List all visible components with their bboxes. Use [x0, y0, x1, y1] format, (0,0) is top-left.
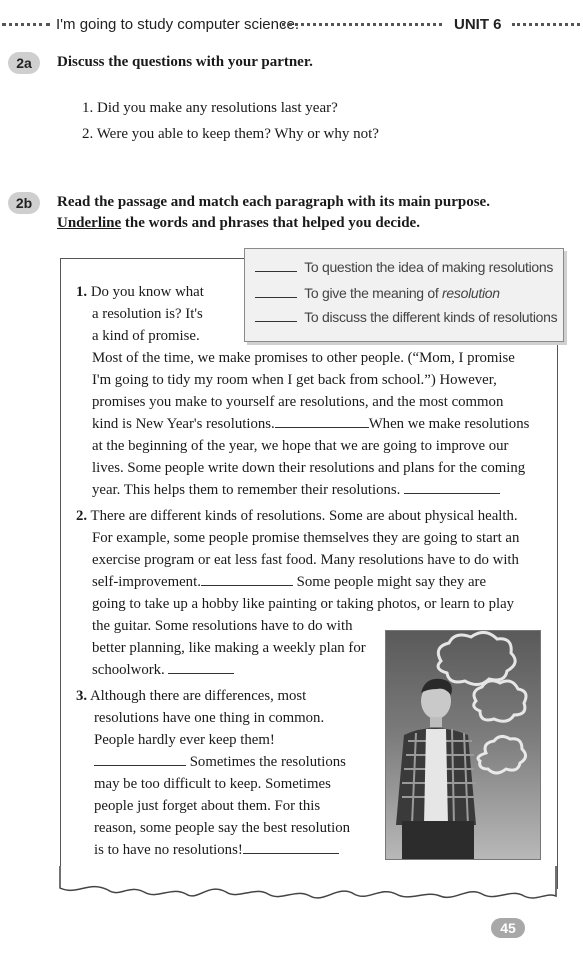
- header-dots-right: [512, 23, 580, 26]
- underline-blank[interactable]: [404, 493, 500, 494]
- paragraph-3-line: reason, some people say the best resolution: [94, 820, 351, 836]
- purpose-text: To discuss the different kinds of resolutions: [304, 309, 558, 325]
- line-text: schoolwork.: [92, 662, 165, 678]
- purpose-text: To question the idea of making resolutions: [304, 259, 554, 275]
- paragraph-1-line: a resolution is? It's: [92, 306, 203, 322]
- paragraph-number: 1.: [76, 284, 88, 300]
- paragraph-2-line: better planning, like making a weekly plan for: [92, 640, 366, 656]
- instruction-2a: Discuss the questions with your partner.: [57, 54, 313, 70]
- section-badge-2a: 2a: [8, 52, 40, 74]
- underline-word: Underline: [57, 215, 122, 231]
- underline-blank[interactable]: [94, 765, 186, 766]
- paragraph-3-line: may be too difficult to keep. Sometimes: [94, 776, 331, 792]
- paragraph-3-line: [94, 840, 339, 860]
- unit-label: UNIT 6: [454, 16, 502, 33]
- underline-blank[interactable]: [201, 585, 293, 586]
- paragraph-number: 2.: [76, 508, 88, 524]
- paragraph-1-line: lives. Some people write down their resolutions and plans for the coming: [92, 460, 526, 476]
- line-text: Although there are differences, most: [90, 688, 307, 704]
- purpose-matching-box: [244, 248, 564, 342]
- paragraph-1-line: Most of the time, we make promises to other people. (“Mom, I promise: [92, 350, 515, 366]
- section-badge-2b: 2b: [8, 192, 40, 214]
- paragraph-1-line: [92, 480, 500, 500]
- purpose-item-1: [255, 259, 553, 275]
- line-text: Some people might say they are: [296, 574, 487, 590]
- paragraph-2-line: the guitar. Some resolutions have to do with: [92, 618, 353, 634]
- header-dots-left: [2, 23, 50, 26]
- instruction-2b-line2: [57, 213, 420, 234]
- paragraph-3-line: [94, 752, 346, 772]
- paragraph-2-line: going to take up a hobby like painting or taking photos, or learn to play: [92, 596, 515, 612]
- purpose-text: To give the meaning of: [304, 285, 443, 301]
- instruction-2b-line1: Read the passage and match each paragraph with its main purpose.: [57, 194, 490, 210]
- paragraph-2-line: exercise program or eat less fast food. Many resolutions have to do with: [92, 552, 519, 568]
- line-text: kind is New Year's resolutions.: [92, 416, 275, 432]
- instruction-2b-rest: the words and phrases that helped you decide.: [121, 215, 420, 231]
- paragraph-2-line: [92, 572, 486, 592]
- line-text: When we make resolutions: [368, 416, 530, 432]
- line-text: There are different kinds of resolutions. Some are about physical health.: [90, 508, 518, 524]
- line-text: Do you know what: [90, 284, 204, 300]
- underline-blank[interactable]: [275, 427, 369, 428]
- paragraph-1-line: [92, 414, 529, 434]
- boy-thinking-illustration: [386, 631, 540, 859]
- line-text: Sometimes the resolutions: [189, 754, 346, 770]
- paragraph-1-line: promises you make to yourself are resolutions, and the most common: [92, 394, 504, 410]
- unit-subtitle: I'm going to study computer science.: [56, 16, 299, 33]
- paragraph-1-line: I'm going to tidy my room when I get back from school.”) However,: [92, 372, 497, 388]
- purpose-answer-blank[interactable]: [255, 271, 297, 272]
- purpose-answer-blank[interactable]: [255, 321, 297, 322]
- header-dots-middle: [282, 23, 442, 26]
- purpose-item-3: [255, 309, 557, 325]
- line-text: is to have no resolutions!: [94, 842, 243, 858]
- paragraph-3-line: People hardly ever keep them!: [94, 732, 275, 748]
- torn-paper-edge: [58, 866, 558, 916]
- paragraph-3-line: [76, 686, 306, 706]
- paragraph-2-line: For example, some people promise themselves they are going to start an: [92, 530, 520, 546]
- purpose-item-2: [255, 285, 500, 301]
- question-1: 1. Did you make any resolutions last year?: [82, 100, 338, 116]
- line-text: self-improvement.: [92, 574, 201, 590]
- underline-blank[interactable]: [168, 673, 234, 674]
- paragraph-3-line: resolutions have one thing in common.: [94, 710, 325, 726]
- boy-thinking-photo: [385, 630, 541, 860]
- paragraph-2-line: [76, 506, 518, 526]
- paragraph-2-line: [92, 660, 234, 680]
- question-2: 2. Were you able to keep them? Why or why not?: [82, 126, 379, 142]
- paragraph-number: 3.: [76, 688, 88, 704]
- page-header: [0, 14, 583, 36]
- paragraph-1-line: [76, 282, 204, 302]
- underline-blank[interactable]: [243, 853, 339, 854]
- paragraph-1-line: at the beginning of the year, we hope that we are going to improve our: [92, 438, 509, 454]
- paragraph-1-line: a kind of promise.: [92, 328, 200, 344]
- purpose-answer-blank[interactable]: [255, 297, 297, 298]
- purpose-italic-word: resolution: [442, 285, 500, 301]
- paragraph-3-line: people just forget about them. For this: [94, 798, 321, 814]
- page-number: 45: [491, 918, 525, 938]
- line-text: year. This helps them to remember their resolutions.: [92, 482, 401, 498]
